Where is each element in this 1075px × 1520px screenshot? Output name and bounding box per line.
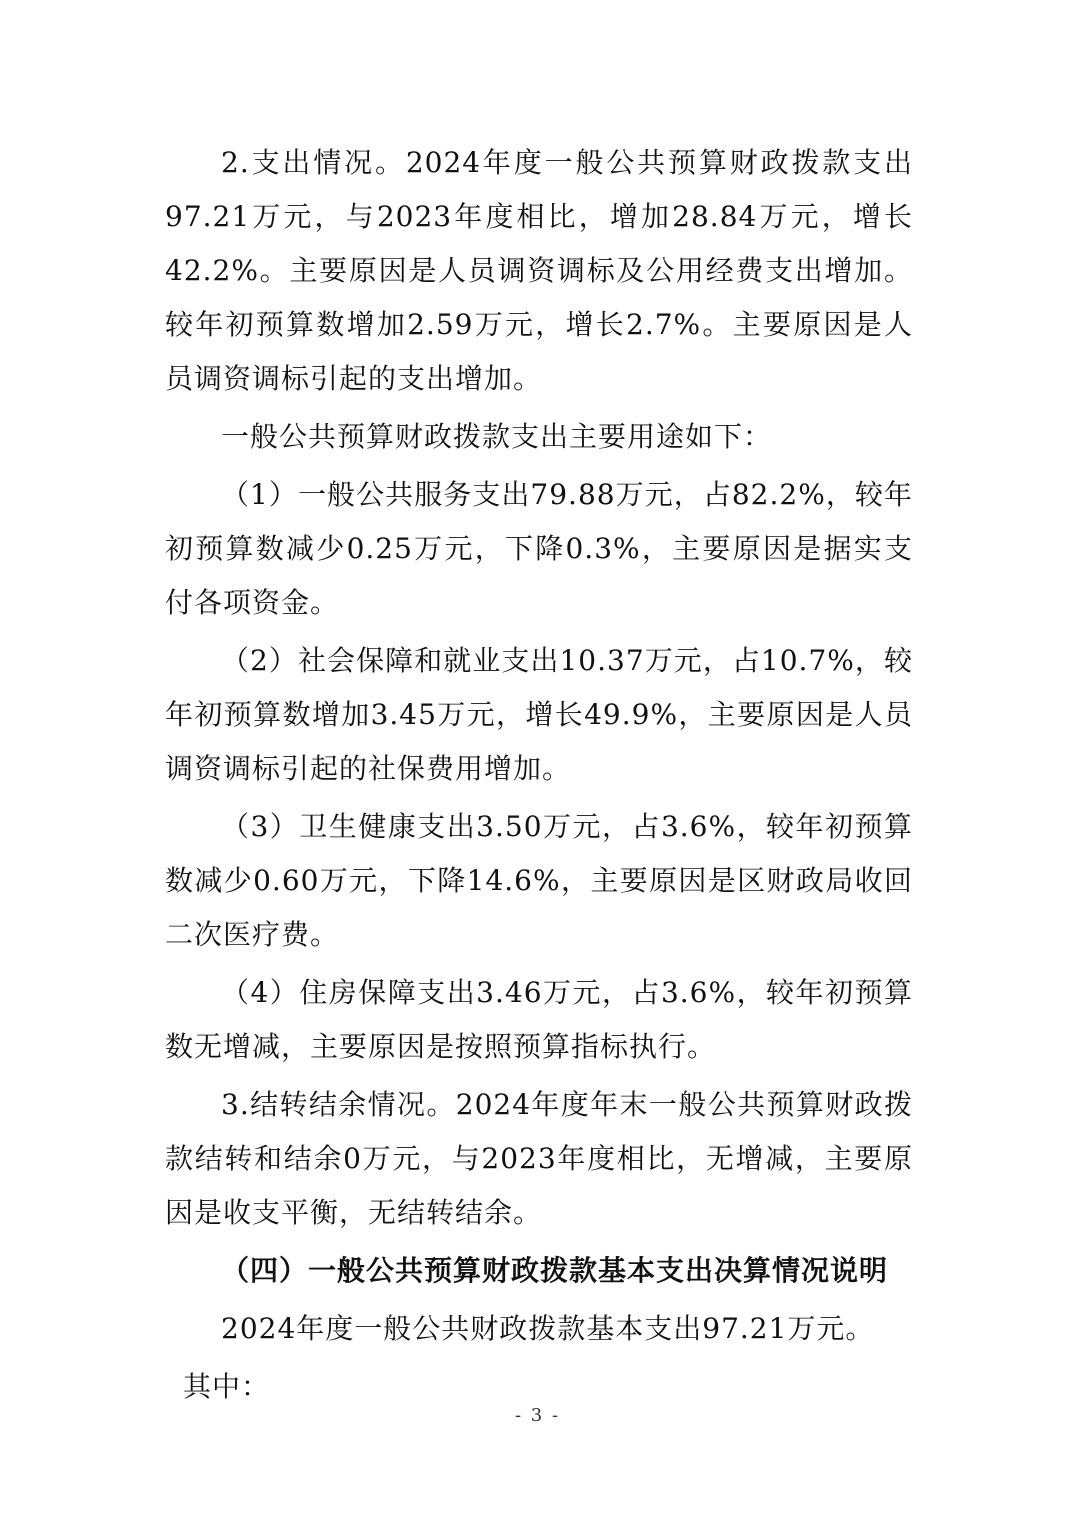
section-heading: （四）一般公共预算财政拨款基本支出决算情况说明 xyxy=(221,1254,889,1287)
paragraph-main-uses: 一般公共预算财政拨款支出主要用途如下： xyxy=(221,420,773,453)
paragraph-item-2: （2）社会保障和就业支出10.37万元，占10.7%，较年初预算数增加3.45万元，增长49.9%，主要原因是人员调资调标引起的社保费用增加。 xyxy=(165,644,913,785)
document-body xyxy=(165,136,913,1414)
page-number: - 3 - xyxy=(514,1405,561,1426)
paragraph-basic-expenditure: 2024年度一般公共财政拨款基本支出97.21万元。 xyxy=(221,1312,875,1345)
paragraph-item-1: （1）一般公共服务支出79.88万元，占82.2%，较年初预算数减少0.25万元，下降0.3%，主要原因是据实支付各项资金。 xyxy=(165,478,913,619)
paragraph-item-3: （3）卫生健康支出3.50万元，占3.6%，较年初预算数减少0.60万元，下降14.6%，主要原因是区财政局收回二次医疗费。 xyxy=(165,810,913,951)
paragraph-among-which: 其中： xyxy=(183,1370,271,1403)
paragraph-carryover: 3.结转结余情况。2024年度年末一般公共预算财政拨款结转和结余0万元，与2023年度相比，无增减，主要原因是收支平衡，无结转结余。 xyxy=(165,1088,913,1229)
paragraph-expenditure: 2.支出情况。2024年度一般公共预算财政拨款支出97.21万元，与2023年度相比，增加28.84万元，增长42.2%。主要原因是人员调资调标及公用经费支出增加。较年初预算数增加2.59万元，增长2.7%。主要原因是人员调资调标引起的支出增加。 xyxy=(165,146,913,395)
paragraph-item-4: （4）住房保障支出3.46万元，占3.6%，较年初预算数无增减，主要原因是按照预算指标执行。 xyxy=(165,976,913,1063)
